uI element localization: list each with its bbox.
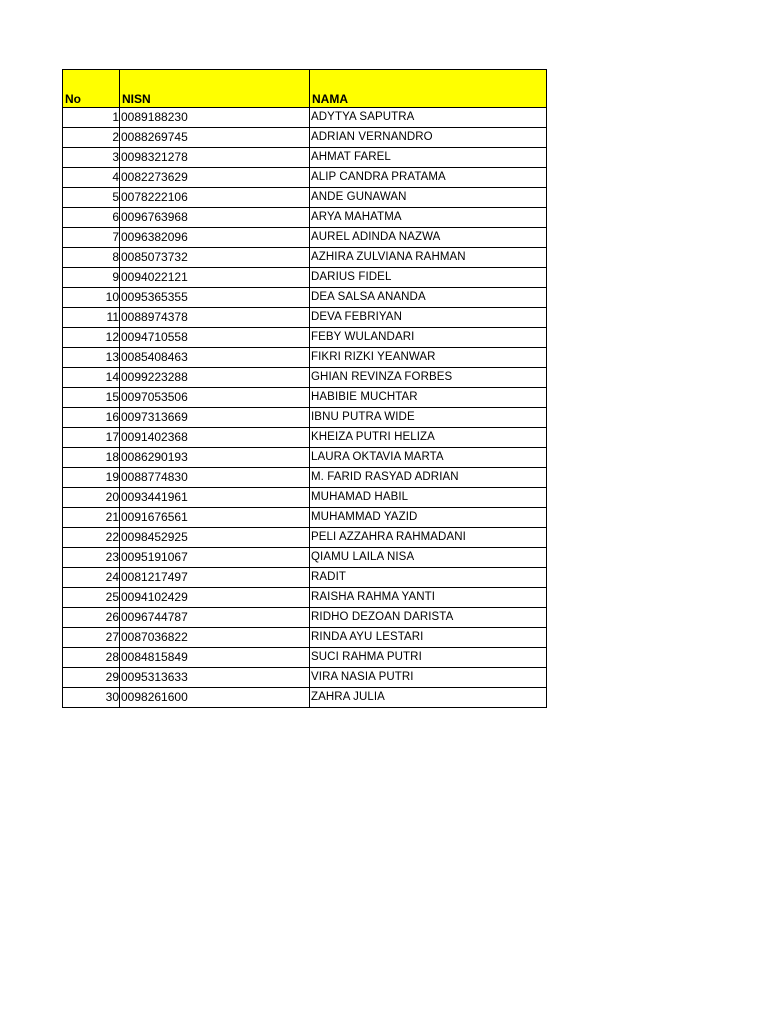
table-row: [63, 268, 547, 288]
cell-no: 12: [63, 328, 120, 348]
cell-nama: QIAMU LAILA NISA: [310, 548, 547, 568]
cell-no: 5: [63, 188, 120, 208]
cell-nisn: 0091402368: [120, 428, 310, 448]
cell-nama: VIRA NASIA PUTRI: [310, 668, 547, 688]
table-row: [63, 488, 547, 508]
cell-nisn: 0095191067: [120, 548, 310, 568]
table-row: [63, 288, 547, 308]
cell-nisn: 0094710558: [120, 328, 310, 348]
table-row: [63, 148, 547, 168]
table-row: [63, 588, 547, 608]
cell-nama: AUREL ADINDA NAZWA: [310, 228, 547, 248]
cell-nama: PELI AZZAHRA RAHMADANI: [310, 528, 547, 548]
table-header: [63, 70, 547, 108]
table-row: [63, 128, 547, 148]
table-row: [63, 568, 547, 588]
table-row: [63, 668, 547, 688]
cell-nama: ALIP CANDRA PRATAMA: [310, 168, 547, 188]
cell-no: 10: [63, 288, 120, 308]
cell-no: 23: [63, 548, 120, 568]
cell-nama: DARIUS FIDEL: [310, 268, 547, 288]
cell-no: 6: [63, 208, 120, 228]
cell-nama: MUHAMMAD YAZID: [310, 508, 547, 528]
cell-no: 15: [63, 388, 120, 408]
table-row: [63, 448, 547, 468]
cell-nama: ARYA MAHATMA: [310, 208, 547, 228]
cell-nisn: 0084815849: [120, 648, 310, 668]
cell-nama: ADYTYA SAPUTRA: [310, 108, 547, 128]
cell-nama: FEBY WULANDARI: [310, 328, 547, 348]
cell-nisn: 0095365355: [120, 288, 310, 308]
cell-nama: FIKRI RIZKI YEANWAR: [310, 348, 547, 368]
column-header-nama: NAMA: [310, 70, 547, 108]
table-row: [63, 208, 547, 228]
cell-nama: RINDA AYU LESTARI: [310, 628, 547, 648]
cell-no: 30: [63, 688, 120, 708]
cell-no: 2: [63, 128, 120, 148]
cell-nama: ADRIAN VERNANDRO: [310, 128, 547, 148]
cell-nama: RAISHA RAHMA YANTI: [310, 588, 547, 608]
cell-nisn: 0082273629: [120, 168, 310, 188]
cell-nama: GHIAN REVINZA FORBES: [310, 368, 547, 388]
cell-nisn: 0086290193: [120, 448, 310, 468]
cell-nama: DEVA FEBRIYAN: [310, 308, 547, 328]
cell-nama: HABIBIE MUCHTAR: [310, 388, 547, 408]
cell-no: 27: [63, 628, 120, 648]
cell-nama: AHMAT FAREL: [310, 148, 547, 168]
cell-nisn: 0081217497: [120, 568, 310, 588]
cell-nama: IBNU PUTRA WIDE: [310, 408, 547, 428]
cell-nisn: 0098321278: [120, 148, 310, 168]
cell-nisn: 0091676561: [120, 508, 310, 528]
cell-no: 7: [63, 228, 120, 248]
cell-no: 20: [63, 488, 120, 508]
cell-no: 28: [63, 648, 120, 668]
cell-nisn: 0094022121: [120, 268, 310, 288]
cell-nisn: 0096744787: [120, 608, 310, 628]
cell-no: 26: [63, 608, 120, 628]
table-row: [63, 228, 547, 248]
cell-nisn: 0093441961: [120, 488, 310, 508]
cell-no: 3: [63, 148, 120, 168]
table-row: [63, 468, 547, 488]
table-row: [63, 308, 547, 328]
table-row: [63, 528, 547, 548]
table-row: [63, 508, 547, 528]
cell-no: 1: [63, 108, 120, 128]
cell-nisn: 0096763968: [120, 208, 310, 228]
cell-nama: SUCI RAHMA PUTRI: [310, 648, 547, 668]
cell-nama: ANDE GUNAWAN: [310, 188, 547, 208]
cell-no: 4: [63, 168, 120, 188]
cell-nisn: 0098261600: [120, 688, 310, 708]
cell-nisn: 0085073732: [120, 248, 310, 268]
cell-no: 11: [63, 308, 120, 328]
cell-nisn: 0099223288: [120, 368, 310, 388]
cell-no: 22: [63, 528, 120, 548]
cell-nama: LAURA OKTAVIA MARTA: [310, 448, 547, 468]
cell-nisn: 0087036822: [120, 628, 310, 648]
cell-no: 19: [63, 468, 120, 488]
cell-no: 9: [63, 268, 120, 288]
cell-no: 21: [63, 508, 120, 528]
column-header-no: No: [63, 70, 120, 108]
table-row: [63, 108, 547, 128]
table-row: [63, 368, 547, 388]
cell-nisn: 0095313633: [120, 668, 310, 688]
table-row: [63, 548, 547, 568]
cell-nisn: 0088774830: [120, 468, 310, 488]
student-table: [62, 69, 547, 708]
table-row: [63, 388, 547, 408]
table-row: [63, 248, 547, 268]
table-row: [63, 648, 547, 668]
table-row: [63, 688, 547, 708]
table-row: [63, 168, 547, 188]
cell-nama: M. FARID RASYAD ADRIAN: [310, 468, 547, 488]
cell-no: 29: [63, 668, 120, 688]
cell-nisn: 0096382096: [120, 228, 310, 248]
cell-no: 13: [63, 348, 120, 368]
table-row: [63, 328, 547, 348]
cell-nama: KHEIZA PUTRI HELIZA: [310, 428, 547, 448]
cell-no: 14: [63, 368, 120, 388]
cell-nisn: 0085408463: [120, 348, 310, 368]
table-body: [63, 108, 547, 708]
cell-nama: MUHAMAD HABIL: [310, 488, 547, 508]
table-row: [63, 608, 547, 628]
table-row: [63, 348, 547, 368]
table-row: [63, 628, 547, 648]
cell-nisn: 0094102429: [120, 588, 310, 608]
cell-no: 24: [63, 568, 120, 588]
cell-nisn: 0088974378: [120, 308, 310, 328]
cell-nama: ZAHRA JULIA: [310, 688, 547, 708]
cell-no: 18: [63, 448, 120, 468]
cell-nisn: 0097053506: [120, 388, 310, 408]
cell-nama: RADIT: [310, 568, 547, 588]
cell-nama: RIDHO DEZOAN DARISTA: [310, 608, 547, 628]
cell-no: 25: [63, 588, 120, 608]
cell-nisn: 0089188230: [120, 108, 310, 128]
header-row: [63, 70, 547, 108]
table-row: [63, 188, 547, 208]
cell-nisn: 0097313669: [120, 408, 310, 428]
cell-no: 8: [63, 248, 120, 268]
cell-nama: DEA SALSA ANANDA: [310, 288, 547, 308]
cell-no: 17: [63, 428, 120, 448]
cell-nama: AZHIRA ZULVIANA RAHMAN: [310, 248, 547, 268]
column-header-nisn: NISN: [120, 70, 310, 108]
table-row: [63, 408, 547, 428]
table-row: [63, 428, 547, 448]
cell-nisn: 0088269745: [120, 128, 310, 148]
cell-nisn: 0078222106: [120, 188, 310, 208]
cell-no: 16: [63, 408, 120, 428]
cell-nisn: 0098452925: [120, 528, 310, 548]
